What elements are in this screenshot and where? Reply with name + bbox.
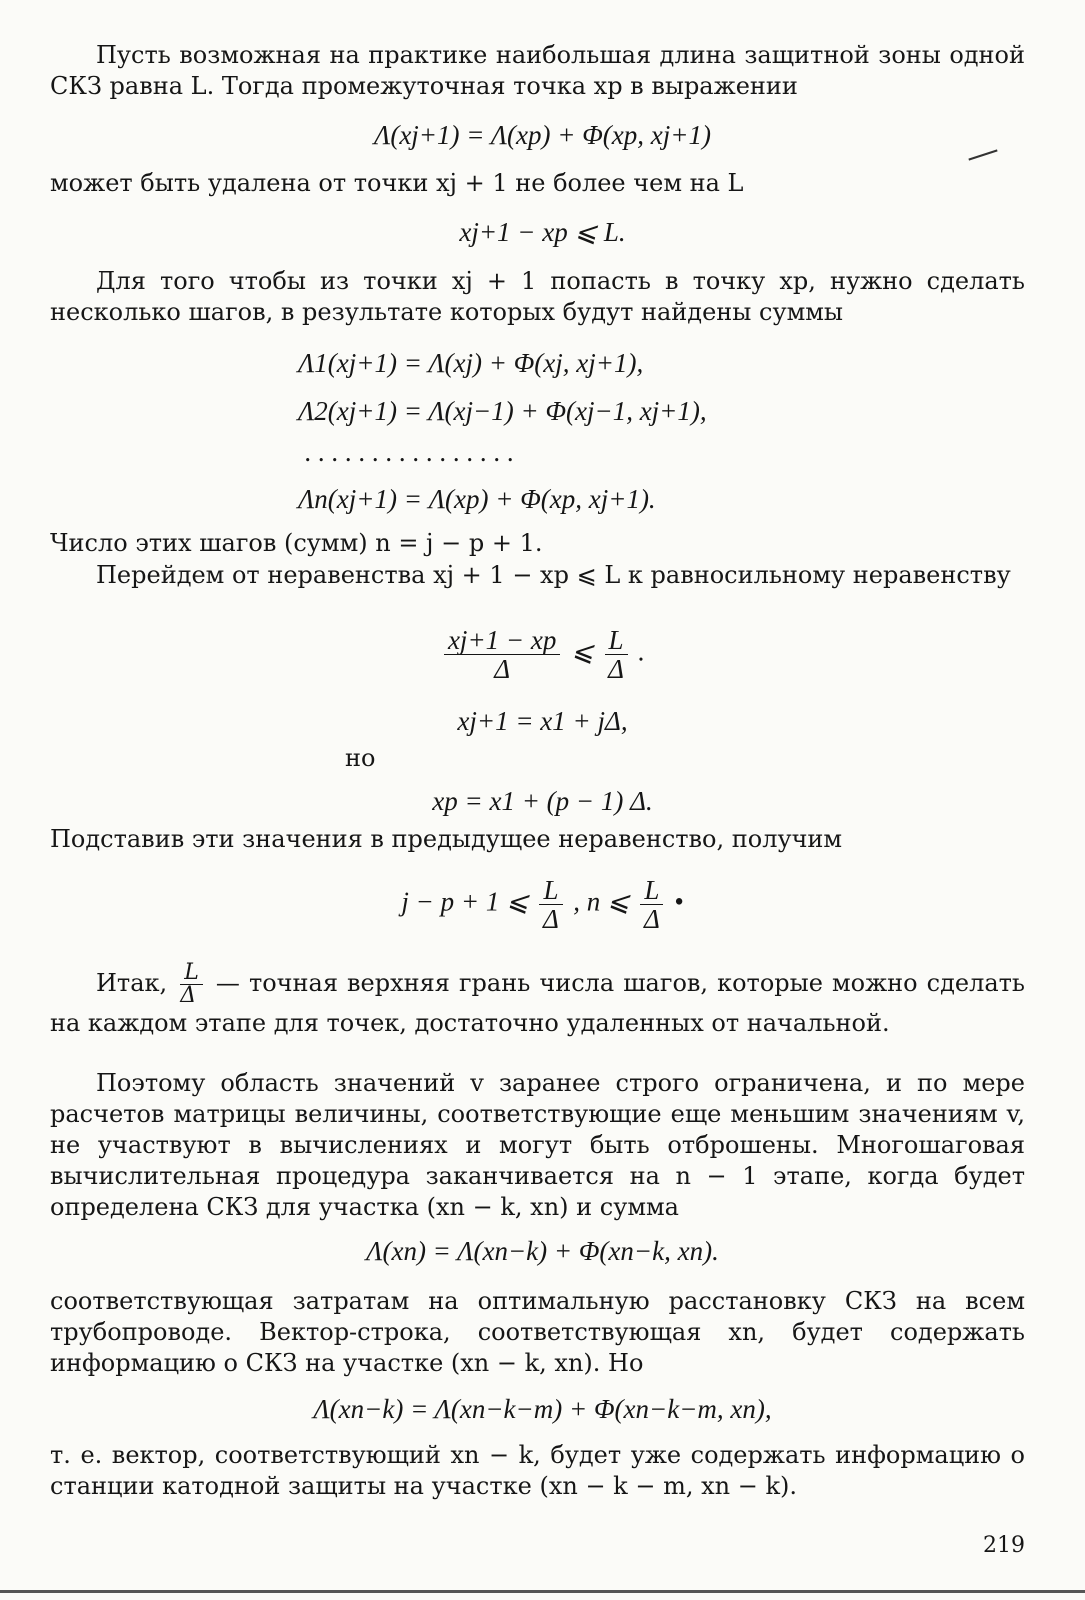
word-no: но	[345, 744, 376, 772]
paragraph-10: соответствующая затратам на оптимальную расстановку СКЗ на всем трубопроводе. Вектор-строка, соответствующая xn, будет содержать информацию о СКЗ на участке (xn − k, xn). Но	[50, 1287, 1025, 1377]
fraction-2-numerator: L	[640, 876, 663, 905]
equation-10: Λ(xn) = Λ(xn−k) + Φ(xn−k, xn).	[366, 1236, 719, 1266]
fraction-inline	[180, 962, 203, 1007]
page-number: 219	[983, 1533, 1025, 1558]
equation-8: xp = x1 + (p − 1) Δ.	[432, 786, 653, 816]
equation-dots: . . . . . . . . . . . . . . . .	[305, 437, 515, 467]
equation-9-end: •	[674, 886, 684, 917]
paragraph-1: Пусть возможная на практике наибольшая длина защитной зоны одной СКЗ равна L. Тогда промежуточная точка xp в выражении	[50, 41, 1025, 100]
paragraph-4: Число этих шагов (сумм) n = j − p + 1.	[50, 529, 543, 557]
relation-symbol: ⩽	[571, 636, 594, 667]
equation-1: Λ(xj+1) = Λ(xp) + Φ(xp, xj+1)	[374, 120, 711, 150]
fraction-inline-denominator: Δ	[180, 983, 197, 1008]
paragraph-5: Перейдем от неравенства xj + 1 − xp ⩽ L к равносильному неравенству	[96, 561, 1011, 589]
fraction-2-denominator: Δ	[643, 904, 660, 934]
fraction-left-numerator: xj+1 − xp	[444, 626, 560, 655]
fraction-right-denominator: Δ	[608, 654, 624, 684]
fraction-1-numerator: L	[539, 876, 562, 905]
bottom-edge	[0, 1590, 1085, 1593]
equation-2: xj+1 − xp ⩽ L.	[459, 217, 626, 247]
paragraph-8-rest: — точная верхняя грань числа шагов, которые можно сделать на каждом этапе для точек, достаточно удаленных от начальной.	[50, 969, 1025, 1037]
paragraph-8	[50, 962, 1025, 1040]
equation-11: Λ(xn−k) = Λ(xn−k−m) + Φ(xn−k−m, xn),	[313, 1394, 772, 1424]
paragraph-2: может быть удалена от точки xj + 1 не более чем на L	[50, 169, 744, 197]
fraction-1-denominator: Δ	[543, 904, 559, 934]
equation-9-mid: , n ⩽	[573, 886, 630, 917]
equation-5: Λn(xj+1) = Λ(xp) + Φ(xp, xj+1).	[298, 484, 656, 514]
paragraph-7: Подставив эти значения в предыдущее неравенство, получим	[50, 825, 843, 853]
fraction-inline-numerator: L	[180, 962, 203, 985]
equation-9	[0, 876, 1085, 933]
fraction-left-denominator: Δ	[494, 654, 511, 684]
equation-6-end: .	[638, 636, 646, 667]
fraction-1	[539, 876, 562, 933]
fraction-right	[605, 626, 628, 683]
paragraph-11: т. е. вектор, соответствующий xn − k, будет уже содержать информацию о станции катодной защиты на участке (xn − k − m, xn − k).	[50, 1441, 1025, 1500]
equation-6	[0, 626, 1085, 683]
fraction-right-numerator: L	[605, 626, 628, 655]
equation-9-left: j − p + 1 ⩽	[401, 886, 529, 917]
paragraph-8-prefix: Итак,	[96, 969, 168, 997]
equation-7: xj+1 = x1 + jΔ,	[457, 706, 628, 736]
equation-3: Λ1(xj+1) = Λ(xj) + Φ(xj, xj+1),	[298, 348, 644, 378]
equation-4: Λ2(xj+1) = Λ(xj−1) + Φ(xj−1, xj+1),	[298, 396, 707, 426]
fraction-2	[640, 876, 663, 933]
paragraph-3: Для того чтобы из точки xj + 1 попасть в точку xp, нужно сделать несколько шагов, в результате которых будут найдены суммы	[50, 267, 1025, 326]
fraction-left	[444, 626, 560, 683]
paragraph-9: Поэтому область значений v заранее строго ограничена, и по мере расчетов матрицы величины, соответствующие еще меньшим значениям v, не участвуют в вычислениях и могут быть отброшены. Многошаговая вычислительная процедура заканчивается на n − 1 этапе, когда будет определена СКЗ для участка (xn − k, xn) и сумма	[50, 1069, 1025, 1221]
